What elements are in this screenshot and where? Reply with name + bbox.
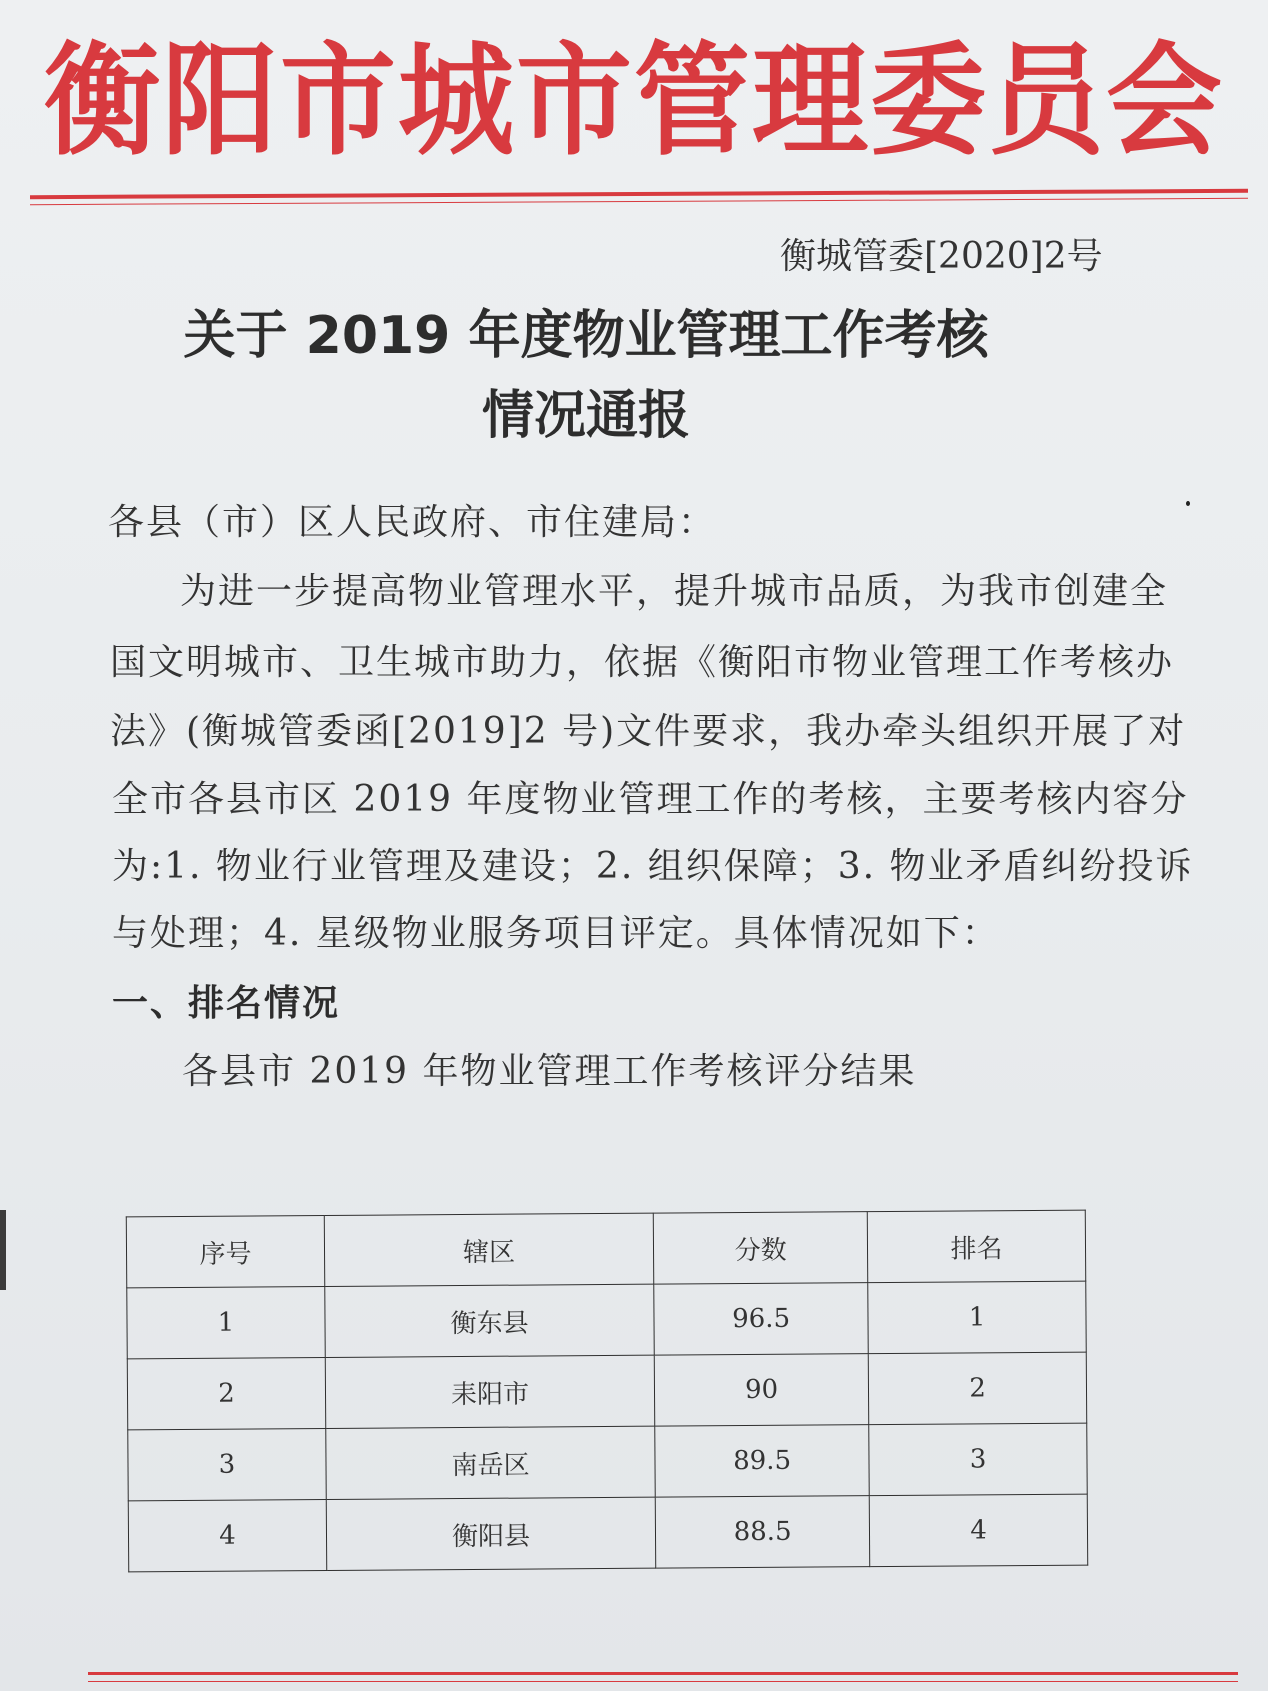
paragraph-line: 为进一步提高物业管理水平，提升城市品质，为我市创建全 xyxy=(180,571,1169,612)
cell-rank: 1 xyxy=(868,1281,1086,1354)
score-table xyxy=(126,1210,1088,1573)
document-title-line-2: 情况通报 xyxy=(481,386,690,446)
table-header-row xyxy=(126,1210,1085,1288)
addressee-line: 各县（市）区人民政府、市住建局： xyxy=(108,502,717,543)
ink-speck xyxy=(1186,501,1190,506)
paragraph-line: 与处理；4. 星级物业服务项目评定。具体情况如下： xyxy=(112,913,1000,954)
paragraph-line: 国文明城市、卫生城市助力，依据《衡阳市物业管理工作考核办 xyxy=(110,642,1175,683)
score-table-container xyxy=(126,1210,1088,1573)
column-header-index: 序号 xyxy=(126,1215,324,1287)
letterhead-red-rule-thin xyxy=(30,198,1248,205)
table-row xyxy=(128,1494,1087,1572)
paragraph-line: 法》(衡城管委函[2019]2 号)文件要求，我办牵头组织开展了对 xyxy=(110,711,1187,752)
page-edge-shadow xyxy=(0,1210,6,1290)
cell-index: 4 xyxy=(128,1499,326,1571)
table-row xyxy=(127,1352,1086,1430)
cell-rank: 3 xyxy=(869,1423,1087,1496)
cell-rank: 4 xyxy=(869,1494,1087,1567)
cell-district: 衡阳县 xyxy=(326,1497,656,1570)
cell-index: 3 xyxy=(128,1428,326,1500)
cell-score: 89.5 xyxy=(655,1425,870,1497)
cell-rank: 2 xyxy=(868,1352,1086,1425)
footer-red-rule xyxy=(88,1672,1238,1675)
cell-district: 衡东县 xyxy=(325,1284,655,1357)
column-header-district: 辖区 xyxy=(324,1213,654,1286)
cell-index: 2 xyxy=(127,1357,325,1429)
paragraph-line: 为:1. 物业行业管理及建设；2. 组织保障；3. 物业矛盾纠纷投诉 xyxy=(112,846,1194,887)
cell-score: 90 xyxy=(654,1354,869,1426)
cell-district: 耒阳市 xyxy=(325,1355,655,1428)
cell-district: 南岳区 xyxy=(326,1426,656,1499)
cell-score: 88.5 xyxy=(655,1496,870,1568)
table-row xyxy=(128,1423,1087,1501)
section-heading: 一、排名情况 xyxy=(112,983,341,1024)
cell-score: 96.5 xyxy=(654,1283,869,1355)
cell-index: 1 xyxy=(127,1286,325,1358)
document-number: 衡城管委[2020]2号 xyxy=(780,236,1103,277)
column-header-score: 分数 xyxy=(653,1212,868,1284)
table-caption: 各县市 2019 年物业管理工作考核评分结果 xyxy=(182,1051,917,1092)
document-title-line-1: 关于 2019 年度物业管理工作考核 xyxy=(183,306,989,366)
footer-red-rule-thin xyxy=(88,1681,1238,1682)
paragraph-line: 全市各县市区 2019 年度物业管理工作的考核，主要考核内容分 xyxy=(112,779,1189,820)
column-header-rank: 排名 xyxy=(867,1210,1085,1283)
letterhead-organization-name: 衡阳市城市管理委员会 xyxy=(44,29,1224,173)
letterhead-red-rule xyxy=(30,189,1248,199)
table-row xyxy=(127,1281,1086,1359)
